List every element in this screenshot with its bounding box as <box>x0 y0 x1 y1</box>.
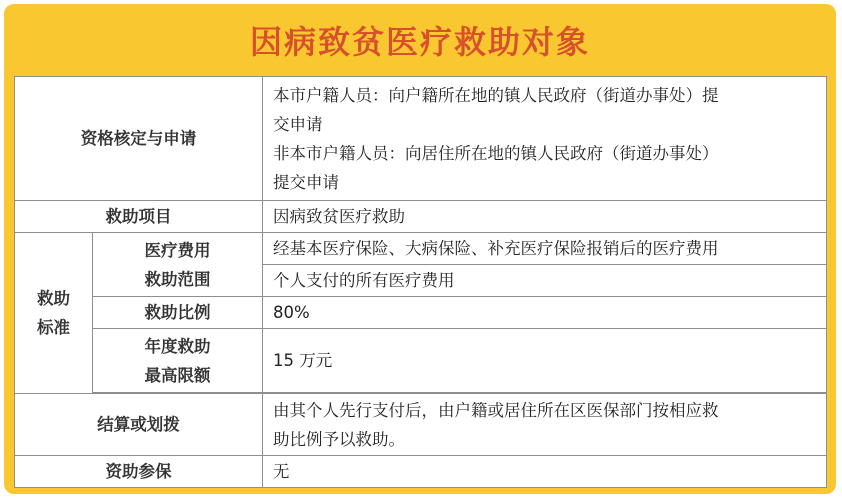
qualification-value <box>263 77 827 201</box>
table-row-max <box>15 329 827 393</box>
scope-label-line-2: 救助范围 <box>144 269 211 289</box>
project-label: 救助项目 <box>15 201 263 233</box>
table-row-scope-1 <box>15 233 827 265</box>
local-resident-line-2: 交申请 <box>273 114 323 134</box>
standard-group-label <box>15 233 93 394</box>
ratio-label: 救助比例 <box>93 297 263 329</box>
settlement-line-2: 助比例予以救助。 <box>273 429 405 449</box>
nonlocal-resident-line-1: 非本市户籍人员：向居住所在地的镇人民政府（街道办事处） <box>273 143 719 163</box>
info-card <box>4 4 836 494</box>
assistance-table <box>14 76 827 488</box>
max-limit-label <box>93 329 263 393</box>
table-row-settlement <box>15 394 827 456</box>
nonlocal-resident-line-2: 提交申请 <box>273 172 339 192</box>
card-title: 因病致贫医疗救助对象 <box>249 23 590 61</box>
table-row-project <box>15 201 827 233</box>
settlement-value <box>263 394 827 456</box>
scope-label-line-1: 医疗费用 <box>144 240 211 260</box>
max-limit-value: 15 万元 <box>263 329 827 393</box>
ratio-value: 80% <box>263 297 827 329</box>
qualification-label: 资格核定与申请 <box>15 77 263 201</box>
table-row-qualification <box>15 77 827 201</box>
standard-group-label-line-2: 标准 <box>37 318 70 337</box>
scope-value-1: 经基本医疗保险、大病保险、补充医疗保险报销后的医疗费用 <box>263 233 827 265</box>
settlement-label: 结算或划拨 <box>15 394 263 456</box>
table-row-insurance <box>15 456 827 488</box>
settlement-line-1: 由其个人先行支付后，由户籍或居住所在区医保部门按相应救 <box>273 400 719 420</box>
max-limit-label-line-1: 年度救助 <box>144 336 211 356</box>
scope-value-2: 个人支付的所有医疗费用 <box>263 265 827 297</box>
insurance-value: 无 <box>263 456 827 488</box>
project-value: 因病致贫医疗救助 <box>263 201 827 233</box>
scope-label <box>93 233 263 297</box>
table-row-ratio <box>15 297 827 329</box>
local-resident-line-1: 本市户籍人员：向户籍所在地的镇人民政府（街道办事处）提 <box>273 85 719 105</box>
max-limit-label-line-2: 最高限额 <box>144 365 211 385</box>
insurance-label: 资助参保 <box>15 456 263 488</box>
standard-group-label-line-1: 救助 <box>37 289 70 308</box>
